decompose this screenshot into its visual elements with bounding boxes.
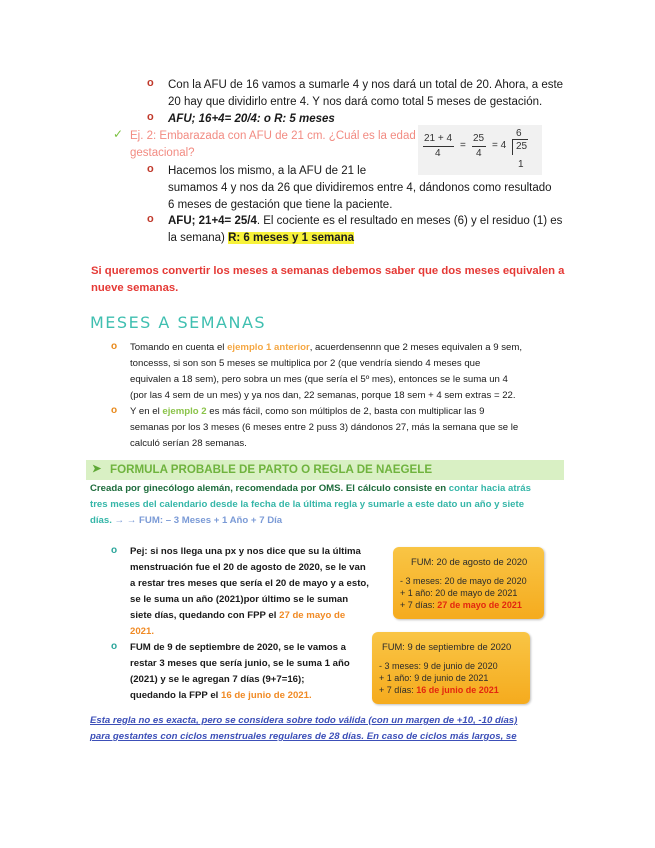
fum-card: FUM: 9 de septiembre de 2020 - 3 meses: 9 de junio de 2020 + 1 año: 9 de junio de 2021 + 7 días: 16 de junio de 2021 — [372, 632, 530, 704]
text-line: a restar tres meses que sería el 20 de mayo y a esto, — [130, 578, 369, 589]
text-line: se le suma un año (2021)por último se le suman — [130, 594, 349, 605]
bullet-icon: o — [147, 77, 154, 89]
highlighted-answer: R: 6 meses y 1 semana — [228, 232, 355, 244]
text-line: siete días, quedando con FPP el 27 de mayo de — [130, 610, 346, 621]
text-line: calculó serían 28 semanas. — [130, 438, 247, 449]
text-line: (2021) y se le agregan 7 días (9+7=16); — [130, 674, 305, 685]
text-line: Creada por ginecólogo alemán, recomendada por OMS. El cálculo consiste en contar hacia atrás — [90, 483, 531, 494]
text-line: la semana) R: 6 meses y 1 semana — [168, 232, 355, 244]
section-title: MESES A SEMANAS — [90, 313, 267, 332]
text-line: (por las 4 sem de un mes) y ya nos dan, 22 semanas, porque 18 sem + 4 sem extras = 22. — [130, 390, 516, 401]
bullet-icon: o — [147, 111, 154, 123]
text-line: días. → → FUM: – 3 Meses + 1 Año + 7 Día — [90, 515, 283, 526]
bullet-icon: o — [111, 545, 118, 556]
bullet-icon: o — [111, 405, 118, 416]
result-line: AFU; 16+4= 20/4: o R: 5 meses — [168, 113, 335, 125]
section-heading: FORMULA PROBABLE DE PARTO O REGLA DE NAEGELE — [110, 463, 433, 476]
text-line: restar 3 meses que sería junio, se le suma 1 año — [130, 658, 350, 669]
bullet-icon: o — [147, 213, 154, 225]
example-title: gestacional? — [130, 147, 195, 159]
text-line: Y en el ejemplo 2 es más fácil, como son múltiplos de 2, basta con multiplicar las 9 — [130, 406, 485, 417]
text-line: toncesss, si son son 5 meses se multiplica por 2 (que vendría siendo 4 meses que — [130, 358, 481, 369]
text-line: Pej: si nos llega una px y nos dice que su la última — [130, 546, 361, 557]
fum-card: FUM: 20 de agosto de 2020 - 3 meses: 20 de mayo de 2020 + 1 año: 20 de mayo de 2021 + 7 días: 27 de mayo de 2021 — [393, 547, 544, 619]
footer-line: para gestantes con ciclos menstruales regulares de 28 días. En caso de ciclos más largos, se — [90, 731, 517, 742]
text-line: 6 meses de gestación que tiene la paciente. — [168, 199, 393, 211]
text-line: semanas por los 3 meses (6 meses entre 2 puss 3) dándonos 27, más la semana que se le — [130, 422, 519, 433]
bullet-icon: o — [111, 341, 118, 352]
text-line: quedando la FPP el 16 de junio de 2021. — [130, 690, 312, 701]
bullet-icon: o — [111, 641, 118, 652]
text-line: AFU; 21+4= 25/4. El cociente es el resultado en meses (6) y el residuo (1) es — [168, 215, 563, 227]
text-line: 2021. — [130, 626, 155, 637]
checkmark-icon: ✓ — [113, 127, 124, 141]
note-line: nueve semanas. — [91, 282, 179, 294]
text-line: Con la AFU de 16 vamos a sumarle 4 y nos dará un total de 20. Ahora, a este — [168, 79, 564, 91]
text-line: Tomando en cuenta el ejemplo 1 anterior, acuerdensennn que 2 meses equivalen a 9 sem, — [130, 342, 522, 353]
arrow-bullet-icon: ➤ — [92, 463, 102, 475]
footer-line: Esta regla no es exacta, pero se considera sobre todo válida (con un margen de +10, -10 días) — [90, 715, 518, 726]
text-line: sumamos 4 y nos da 26 que dividiremos entre 4, dándonos como resultado — [168, 182, 552, 194]
text-line: menstruación fue el 20 de agosto de 2020, se le van — [130, 562, 366, 573]
text-line: 20 hay que dividirlo entre 4. Y nos dará como total 5 meses de gestación. — [168, 96, 543, 108]
bullet-icon: o — [147, 163, 154, 175]
text-line: equivalen a 18 sem), pero sobra un mes (que sería el 5º mes), entonces se le suma un 4 — [130, 374, 508, 385]
text-line: Hacemos los mismo, a la AFU de 21 le — [168, 165, 367, 177]
example-title: Ej. 2: Embarazada con AFU de 21 cm. ¿Cuál es la edad — [130, 130, 416, 142]
fraction-image: 21 + 4 4 = 25 4 = 4 6 25 1 — [418, 125, 542, 175]
text-line: tres meses del calendario desde la fecha de la última regla y sumarle a este dato un año y siete — [90, 499, 525, 510]
note-line: Si queremos convertir los meses a semanas debemos saber que dos meses equivalen a — [91, 265, 565, 277]
text-line: FUM de 9 de septiembre de 2020, se le vamos a — [130, 642, 346, 653]
